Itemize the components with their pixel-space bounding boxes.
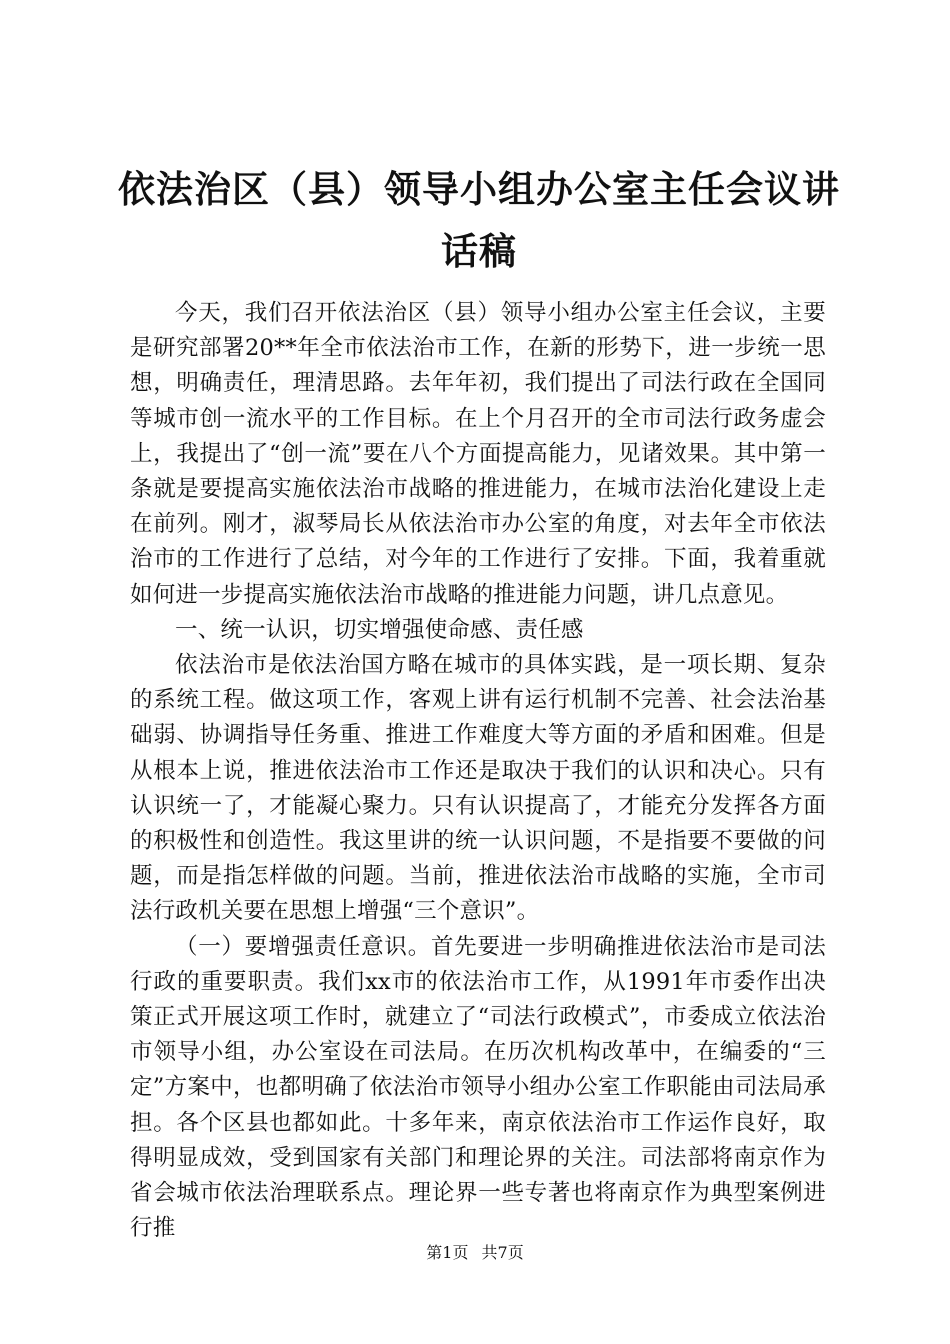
- page-total: 共7页: [481, 1243, 524, 1262]
- page-footer: [0, 1242, 950, 1264]
- page-number: 第1页: [426, 1243, 469, 1262]
- paragraph-subsection-1: （一）要增强责任意识。首先要进一步明确推进依法治市是司法行政的重要职责。我们xx市的依法治市工作，从1991年市委作出决策正式开展这项工作时，就建立了“司法行政模式”，市委成立依法治市领导小组，办公室设在司法局。在历次机构改革中，在编委的“三定”方案中，也都明确了依法治市领导小组办公室工作职能由司法局承担。各个区县也都如此。十多年来，南京依法治市工作运作良好，取得明显成效，受到国家有关部门和理论界的关注。司法部将南京作为省会城市依法治理联系点。理论界一些专著也将南京作为典型案例进行推: [130, 933, 826, 1242]
- document-body: [130, 296, 826, 1246]
- paragraph-intro: 今天，我们召开依法治区（县）领导小组办公室主任会议，主要是研究部署20**年全市依法治市工作，在新的形势下，进一步统一思想，明确责任，理清思路。去年年初，我们提出了司法行政在全国同等城市创一流水平的工作目标。在上个月召开的全市司法行政务虚会上，我提出了“创一流”要在八个方面提高能力，见诸效果。其中第一条就是要提高实施依法治市战略的推进能力，在城市法治化建设上走在前列。刚才，淑琴局长从依法治市办公室的角度，对去年全市依法治市的工作进行了总结，对今年的工作进行了安排。下面，我着重就如何进一步提高实施依法治市战略的推进能力问题，讲几点意见。: [130, 300, 826, 608]
- section-heading: 一、统一认识，切实增强使命感、责任感: [175, 616, 584, 643]
- document-title: 依法治区（县）领导小组办公室主任会议讲话稿: [118, 167, 840, 273]
- paragraph-section-1: 依法治市是依法治国方略在城市的具体实践，是一项长期、复杂的系统工程。做这项工作，客观上讲有运行机制不完善、社会法治基础弱、协调指导任务重、推进工作难度大等方面的矛盾和困难。但是从根本上说，推进依法治市工作还是取决于我们的认识和决心。只有认识统一了，才能凝心聚力。只有认识提高了，才能充分发挥各方面的积极性和创造性。我这里讲的统一认识问题，不是指要不要做的问题，而是指怎样做的问题。当前，推进依法治市战略的实施，全市司法行政机关要在思想上增强“三个意识”。: [130, 652, 826, 925]
